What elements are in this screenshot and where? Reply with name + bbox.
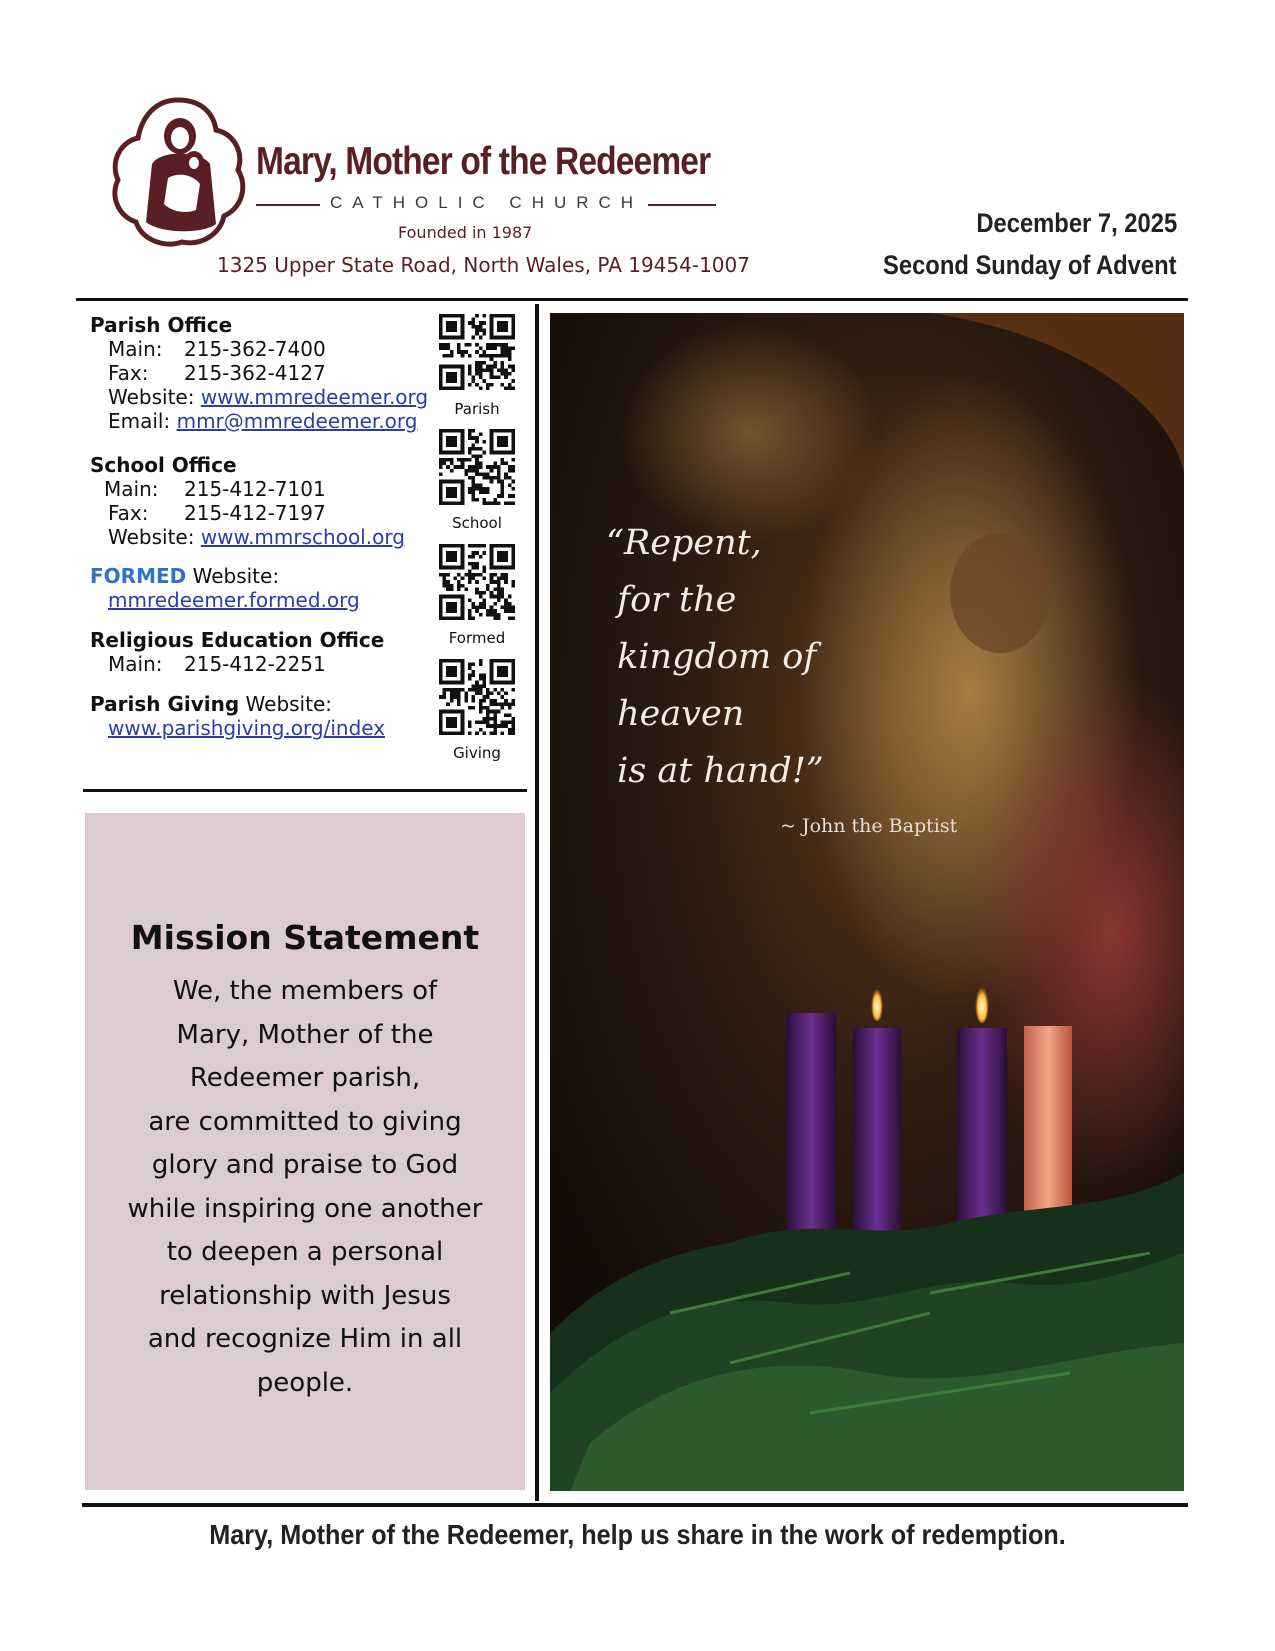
mission-line: glory and praise to God	[151, 1150, 459, 1180]
parish-fax: 215-362-4127	[184, 361, 326, 385]
church-subtitle	[256, 193, 716, 217]
column-divider	[535, 304, 539, 1501]
parish-email-link[interactable]: mmr@mmredeemer.org	[176, 409, 418, 433]
church-address: 1325 Upper State Road, North Wales, PA 19454-1007	[217, 253, 750, 277]
header-divider	[76, 298, 1188, 301]
mission-line: Redeemer parish,	[189, 1063, 421, 1093]
candle-flame	[975, 983, 989, 1023]
giving-heading-rest: Website:	[239, 692, 332, 716]
parish-main-phone[interactable]: 215-362-7400	[184, 337, 326, 361]
formed-block	[90, 564, 360, 612]
school-fax: 215-412-7197	[184, 501, 326, 525]
main-label: Main:	[108, 652, 163, 676]
qr-label-school: School	[452, 514, 502, 532]
email-label: Email:	[108, 409, 171, 433]
parish-website-link[interactable]: www.mmredeemer.org	[200, 385, 429, 409]
contacts-divider	[83, 789, 527, 792]
fax-label: Fax:	[108, 501, 149, 525]
religious-ed-heading: Religious Education Office	[90, 628, 385, 652]
formed-qr-code[interactable]	[439, 544, 515, 620]
candle-flame	[871, 985, 883, 1021]
formed-heading-word: FORMED	[90, 564, 187, 588]
parish-office-block	[90, 313, 428, 433]
website-label: Website:	[108, 385, 195, 409]
main-label: Main:	[104, 477, 159, 501]
giving-website-link[interactable]: www.parishgiving.org/index	[108, 716, 386, 740]
mission-line: Mary, Mother of the	[176, 1019, 434, 1050]
parish-office-heading: Parish Office	[90, 313, 233, 337]
mission-line: We, the members of	[172, 976, 438, 1006]
giving-qr-code[interactable]	[439, 659, 515, 735]
school-qr-code[interactable]	[439, 429, 515, 505]
subtitle-text: CATHOLIC CHURCH	[330, 193, 644, 212]
mission-line: and recognize Him in all	[147, 1324, 463, 1354]
mission-line: to deepen a personal	[166, 1237, 444, 1267]
quote-line: “Repent,	[606, 523, 762, 563]
quote-line: kingdom of	[606, 637, 817, 677]
church-logo-seal	[108, 94, 248, 250]
mission-statement-text	[120, 970, 490, 1405]
church-name: Mary, Mother of the Redeemer	[256, 140, 711, 183]
mission-statement-title: Mission Statement	[130, 918, 480, 957]
advent-wreath-photo	[550, 313, 1184, 1491]
parish-qr-code[interactable]	[439, 314, 515, 390]
fax-label: Fax:	[108, 361, 149, 385]
school-office-heading: School Office	[90, 453, 237, 477]
giving-heading-word: Parish Giving	[90, 692, 240, 716]
formed-heading-rest: Website:	[186, 564, 280, 588]
advent-quote	[606, 515, 824, 800]
main-label: Main:	[108, 337, 163, 361]
subtitle-rule-left	[256, 204, 320, 206]
quote-line: heaven	[606, 694, 745, 734]
qr-label-parish: Parish	[454, 400, 500, 418]
school-office-block	[90, 453, 405, 549]
quote-line: is at hand!”	[606, 751, 824, 791]
school-website-link[interactable]: www.mmrschool.org	[200, 525, 405, 549]
mission-line: while inspiring one another	[127, 1193, 483, 1224]
school-main-phone[interactable]: 215-412-7101	[184, 477, 326, 501]
footer-divider	[82, 1503, 1188, 1507]
mission-line: relationship with Jesus	[159, 1280, 451, 1311]
mission-line: people.	[256, 1367, 354, 1398]
liturgical-occasion: Second Sunday of Advent	[883, 250, 1177, 280]
quote-attribution: ~ John the Baptist	[780, 815, 958, 837]
religious-ed-phone[interactable]: 215-412-2251	[184, 652, 326, 676]
subtitle-rule-right	[648, 204, 716, 206]
qr-label-formed: Formed	[448, 629, 506, 647]
qr-label-giving: Giving	[453, 744, 501, 762]
bulletin-date: December 7, 2025	[976, 208, 1177, 238]
parish-giving-block	[90, 692, 385, 740]
formed-website-link[interactable]: mmredeemer.formed.org	[108, 588, 360, 612]
mission-line: are committed to giving	[148, 1106, 462, 1137]
religious-ed-block	[90, 628, 384, 676]
website-label: Website:	[108, 525, 195, 549]
footer-motto: Mary, Mother of the Redeemer, help us share in the work of redemption.	[209, 1519, 1066, 1550]
founded-year: Founded in 1987	[398, 223, 533, 242]
quote-line: for the	[606, 580, 737, 620]
